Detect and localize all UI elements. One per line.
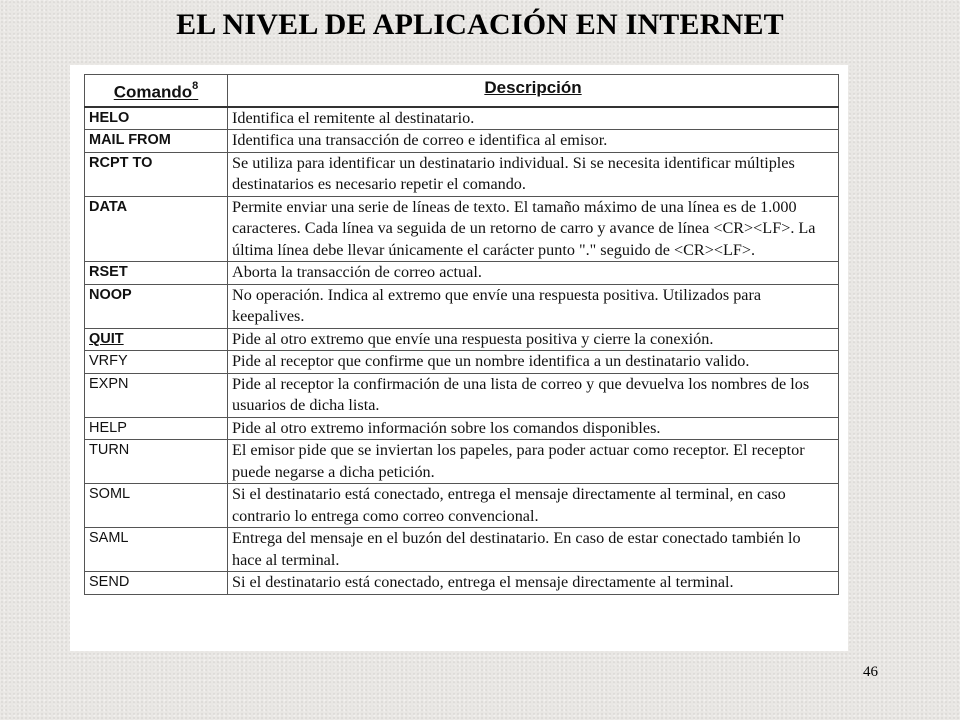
header-command-label: Comando (113, 82, 193, 102)
command-cell: HELO (85, 107, 228, 130)
header-command (85, 75, 228, 107)
table-image-frame (70, 65, 848, 651)
command-cell: NOOP (85, 284, 228, 328)
description-cell: Pide al otro extremo que envíe una respuesta positiva y cierre la conexión. (228, 328, 839, 351)
command-cell: HELP (85, 417, 228, 440)
command-cell: SAML (85, 528, 228, 572)
slide-title: EL NIVEL DE APLICACIÓN EN INTERNET (176, 8, 784, 41)
description-cell: No operación. Indica al extremo que envíe una respuesta positiva. Utilizados para keepalives. (228, 284, 839, 328)
command-cell: RCPT TO (85, 152, 228, 196)
command-cell: DATA (85, 196, 228, 262)
command-cell: QUIT (85, 328, 228, 351)
description-cell: Pide al receptor que confirme que un nombre identifica a un destinatario valido. (228, 351, 839, 374)
description-cell: Si el destinatario está conectado, entrega el mensaje directamente al terminal, en caso contrario lo entrega como correo convencional. (228, 484, 839, 528)
table-row (85, 440, 839, 484)
description-cell: Identifica el remitente al destinatario. (228, 107, 839, 130)
table-row (85, 196, 839, 262)
table-row (85, 284, 839, 328)
table-row (85, 528, 839, 572)
table-row (85, 417, 839, 440)
smtp-commands-table (84, 74, 839, 595)
table-row (85, 484, 839, 528)
description-cell: Identifica una transacción de correo e identifica al emisor. (228, 130, 839, 153)
table-row (85, 328, 839, 351)
command-cell: VRFY (85, 351, 228, 374)
table-row (85, 107, 839, 130)
table-row (85, 152, 839, 196)
table-row (85, 373, 839, 417)
command-cell: TURN (85, 440, 228, 484)
command-cell: RSET (85, 262, 228, 285)
command-cell: SOML (85, 484, 228, 528)
table-row (85, 351, 839, 374)
table-row (85, 262, 839, 285)
header-footnote-marker: 8 (192, 80, 199, 92)
command-cell: MAIL FROM (85, 130, 228, 153)
description-cell: El emisor pide que se inviertan los papeles, para poder actuar como receptor. El receptor puede negarse a dicha petición. (228, 440, 839, 484)
description-cell: Aborta la transacción de correo actual. (228, 262, 839, 285)
description-cell: Pide al receptor la confirmación de una lista de correo y que devuelva los nombres de los usuarios de dicha lista. (228, 373, 839, 417)
description-cell: Entrega del mensaje en el buzón del destinatario. En caso de estar conectado también lo hace al terminal. (228, 528, 839, 572)
description-cell: Se utiliza para identificar un destinatario individual. Si se necesita identificar múltiples destinatarios es necesario repetir el comando. (228, 152, 839, 196)
page-number: 46 (863, 664, 878, 680)
header-description: Descripción (228, 75, 839, 107)
description-cell: Pide al otro extremo información sobre los comandos disponibles. (228, 417, 839, 440)
table-row (85, 130, 839, 153)
command-cell: SEND (85, 572, 228, 595)
description-cell: Si el destinatario está conectado, entrega el mensaje directamente al terminal. (228, 572, 839, 595)
table-row (85, 572, 839, 595)
description-cell: Permite enviar una serie de líneas de texto. El tamaño máximo de una línea es de 1.000 caracteres. Cada línea va seguida de un retorno de carro y avance de línea <CR><LF>. La última línea debe llevar únicamente el carácter punto "." seguido de <CR><LF>. (228, 196, 839, 262)
command-cell: EXPN (85, 373, 228, 417)
table-header-row (85, 75, 839, 107)
